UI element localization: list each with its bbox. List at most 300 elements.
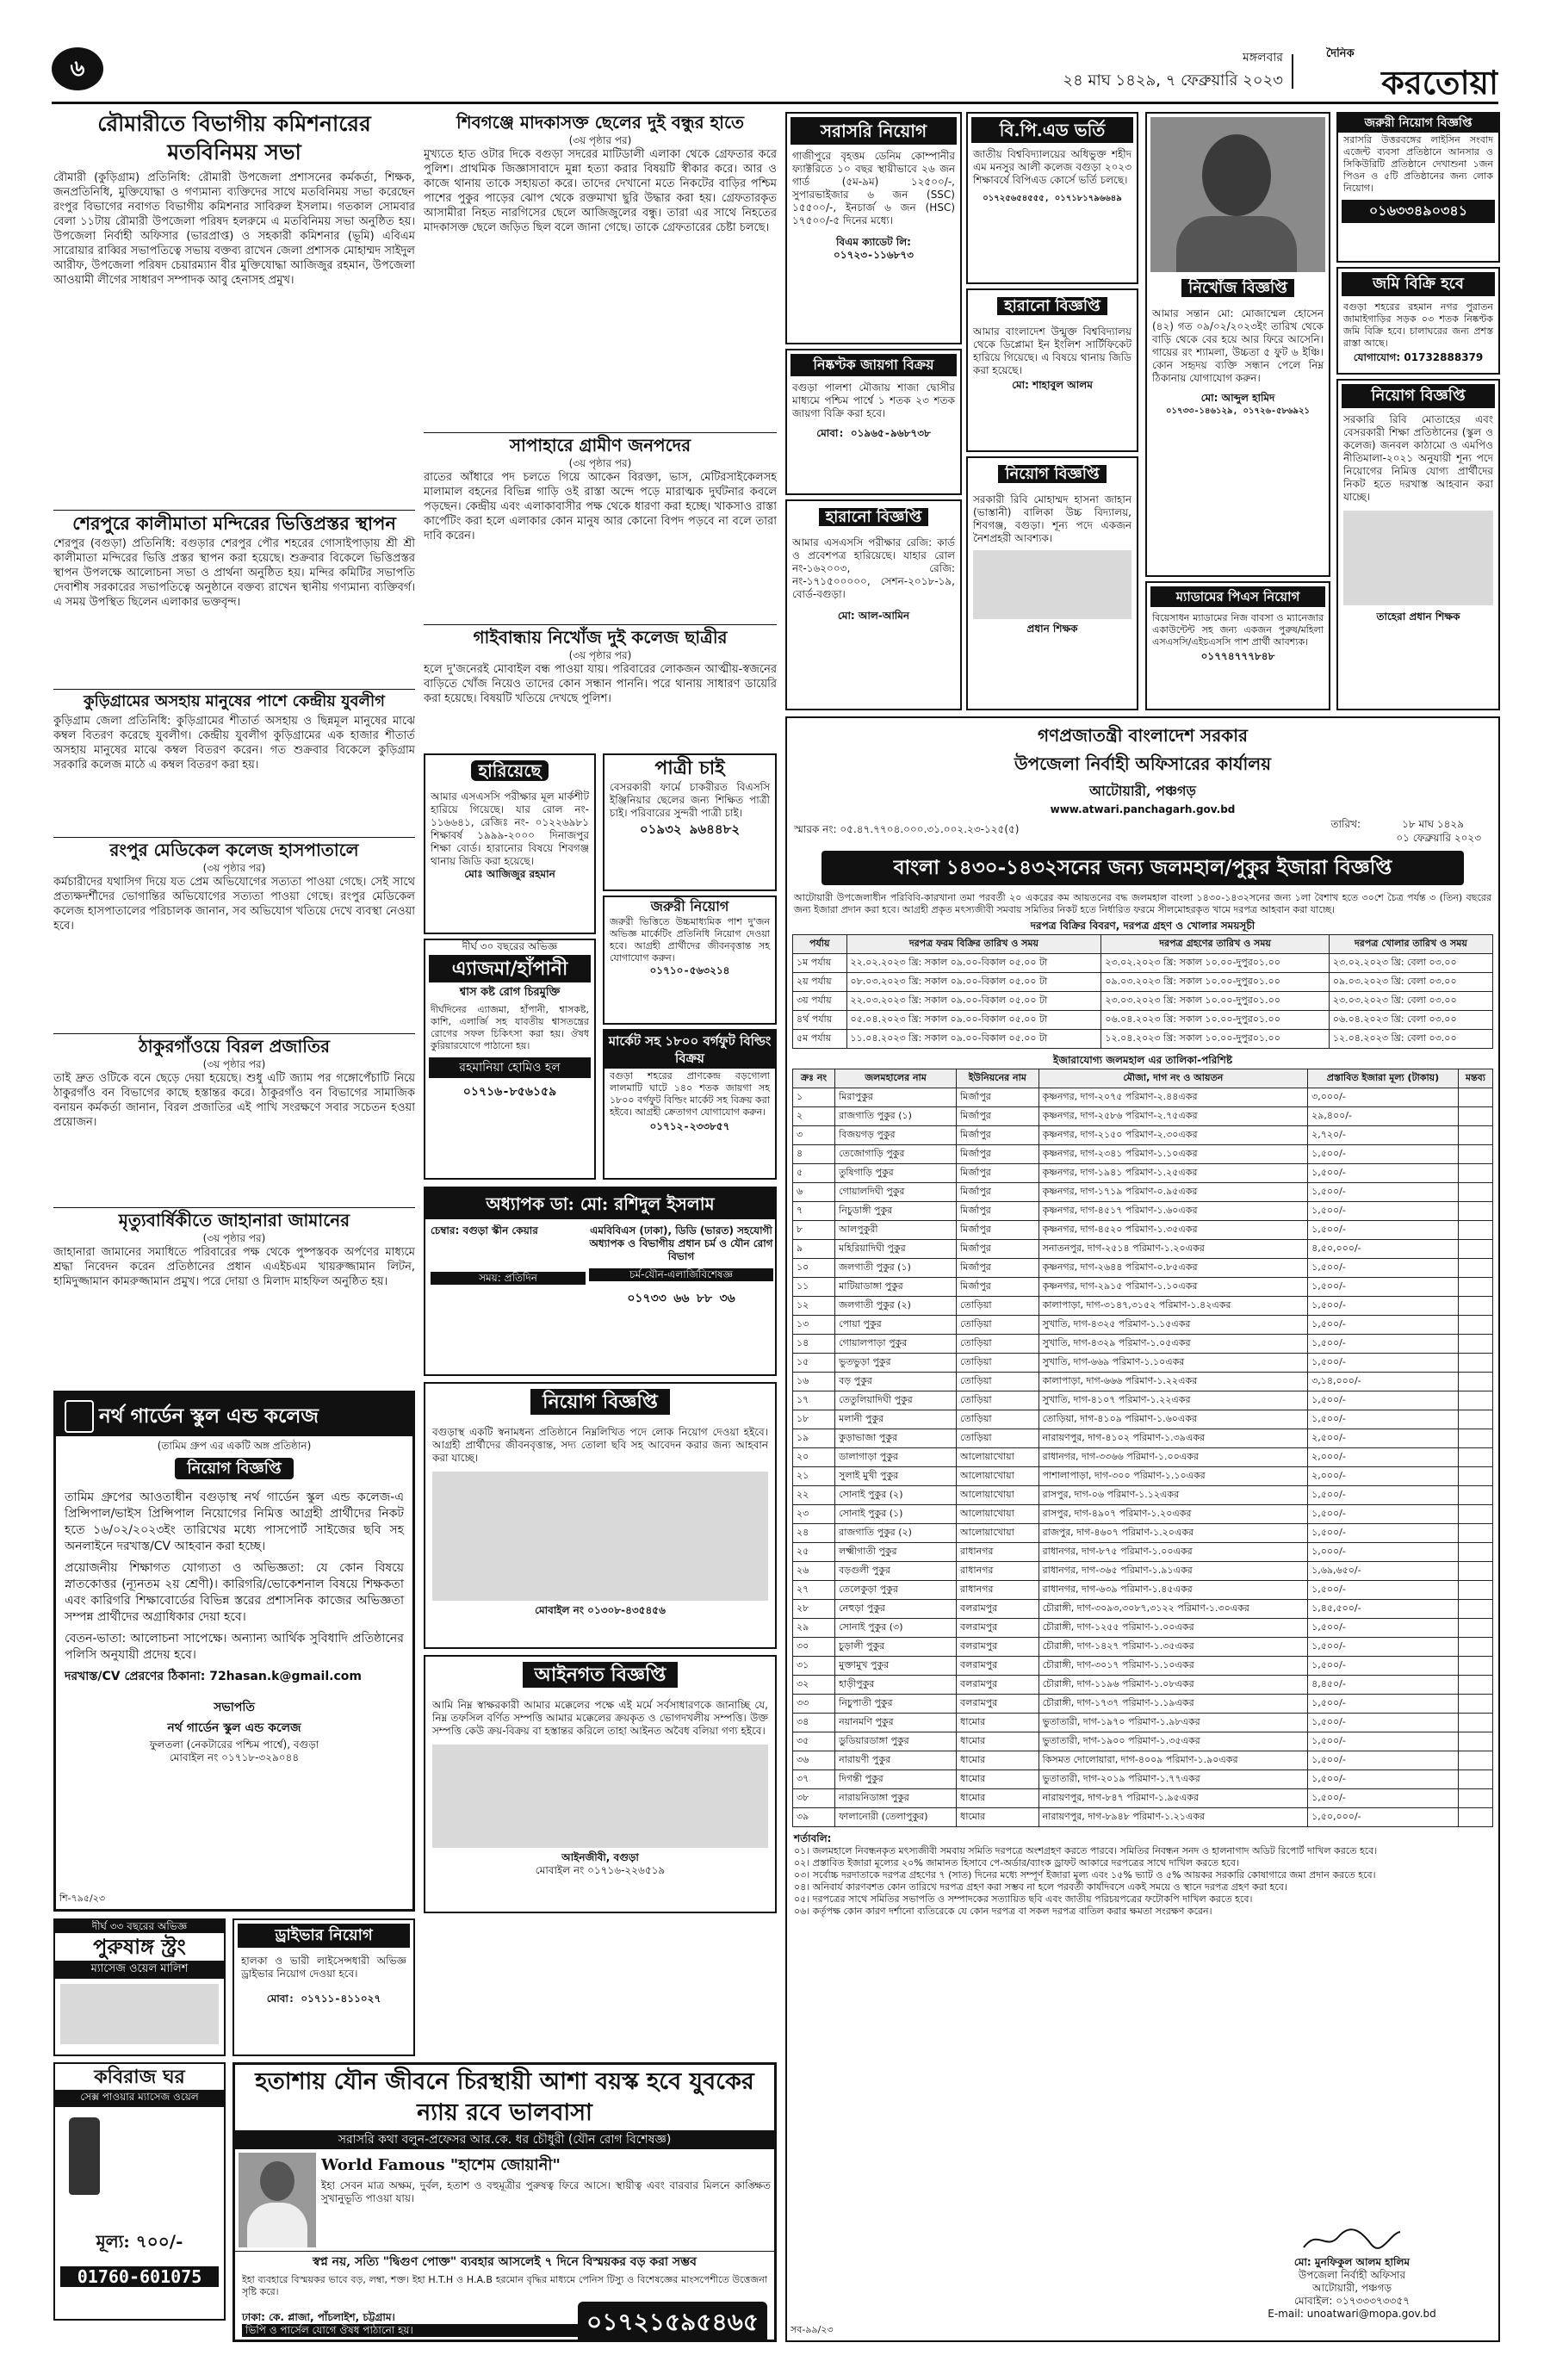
table-cell: বলরামপুর	[957, 1695, 1039, 1714]
table-cell: মির্জাপুর	[957, 1240, 1039, 1259]
ad-title: আইনগত বিজ্ঞপ্তি	[523, 1662, 679, 1688]
article-jahanara	[53, 1207, 415, 1379]
ad-strong-tag: দীর্ঘ ৩৩ বছরের অভিজ্ঞ	[55, 1920, 224, 1933]
table-cell: ৪র্থ পর্যায়	[793, 1011, 847, 1030]
ad-mobile: ০১৬৩৩৪৯০৩৪১	[1342, 200, 1495, 223]
banner-mid: স্বপ্ন নয়, সত্যি "দ্বিগুণ পোক্ত" ব্যবহার আসলেই ৭ দিনে বিস্ময়কর বড় করা সম্ভব	[235, 2251, 774, 2272]
table-cell: চৌরাঙ্গী, দাগ-১৭৩৭ পরিমাণ-১.১৯একর	[1038, 1695, 1307, 1714]
schedule-title: দরপত্র বিক্রির বিবরণ, দরপত্র গ্রহণ ও খোলার সময়সূচী	[1030, 920, 1256, 932]
table-cell: ১,৫০০/-	[1308, 1221, 1459, 1240]
article-title: ঠাকুরগাঁওয়ে বিরল প্রজাতির	[139, 1036, 330, 1057]
table-row	[793, 1030, 1493, 1049]
table-cell: ৫ম পর্যায়	[793, 1030, 847, 1049]
ad-asthma	[424, 939, 596, 1180]
conditions-list	[794, 1845, 1491, 1918]
article-title: রৌমারীতে বিভাগীয় কমিশনারের	[97, 111, 371, 136]
table-cell	[1458, 1543, 1492, 1562]
table-cell: পাশালাপাড়া, দাগ-৩০০ পরিমাণ-১.১০একর	[1038, 1467, 1307, 1486]
table-cell: ১৫	[793, 1354, 835, 1373]
ad-body: বগুড়া শহরের রহমান নগর পুরাতন জামাইগাড়ির সড়ক ০৩ শতক নিষ্কণ্টক জমি বিক্রি হবে। চালাঘরের জন্য প্রশস্ত রাস্তা আছে।	[1343, 301, 1493, 349]
table-header-cell: পর্যায়	[793, 935, 847, 954]
table-cell: তেতুলিয়াদিঘী পুকুর	[835, 1391, 957, 1410]
table-cell: ২য় পর্যায়	[793, 973, 847, 992]
table-cell: মাটিয়াডাঙ্গা পুকুর	[835, 1278, 957, 1297]
table-cell	[1458, 1505, 1492, 1524]
ad-mobile: ০১৭২৫৬৫৪৫৫৫, ০১৭১৮১৭৯৬৬৪৯	[983, 194, 1122, 203]
table-row	[793, 1354, 1493, 1373]
table-cell: বলরামপুর	[957, 1676, 1039, 1695]
table-cell	[1458, 1770, 1492, 1789]
ad-bottom-banner	[232, 2062, 777, 2342]
schedule-table	[792, 934, 1493, 1049]
table-cell: ১৯	[793, 1429, 835, 1448]
table-cell: ধামোর	[957, 1714, 1039, 1732]
table-cell: ২৩.০২.২০২৩ খ্রি: বেলা ০৩.০০	[1329, 954, 1492, 973]
table-row	[793, 1808, 1493, 1827]
article-body: জাহানারা জামানের সমাধিতে পরিবারের পক্ষ থেকে পুষ্পস্তবক অর্পণের মাধ্যমে শ্রদ্ধা নিবেদন করেন প্রতিষ্ঠানের প্রধান এএইচএম খায়রুজ্জামান লিটন, হামিদুজ্জামান কামরুজ্জামান প্রমুখ। পরে দোয়া ও মিলাদ মাহফিল অনুষ্ঠিত হয়।	[53, 1246, 415, 1288]
article-title: সাপাহারে গ্রামীণ জনপদের	[509, 435, 691, 456]
table-cell: ১৪	[793, 1335, 835, 1354]
ad-kobiraj-sub: সেক্স পাওয়ার ম্যাসেজ ওয়েল	[55, 2090, 224, 2107]
table-cell: ১,৫০০/-	[1308, 1335, 1459, 1354]
sign-email[interactable]: E-mail: unoatwari@mopa.gov.bd	[1268, 2308, 1436, 2320]
table-cell	[1458, 1524, 1492, 1543]
table-cell	[1458, 1145, 1492, 1164]
table-cell: বলরামপুর	[957, 1638, 1039, 1657]
school-email[interactable]: দরখাস্ত/CV প্রেরণের ঠিকানা: 72hasan.k@gmail.com	[65, 1670, 362, 1683]
tender-ref: সব-৯৯/২৩	[790, 2324, 834, 2335]
table-header-cell: দরপত্র ফরম বিক্রির তারিখ ও সময়	[846, 935, 1101, 954]
table-cell: রাধানগর, দাগ-৩৩৬৬ পরিমাণ-১.০০একর	[1038, 1448, 1307, 1467]
table-cell	[1458, 1164, 1492, 1183]
table-cell: মির্জাপুর	[957, 1088, 1039, 1107]
table-cell	[1458, 1410, 1492, 1429]
table-cell: চৌরাঙ্গী, দাগ-১১৯৬ পরিমাণ-১.০৮একর	[1038, 1676, 1307, 1695]
condition-item: ০৪। অনিবার্য কারণবশত কোন তারিখে দরপত্র গ্রহণ করা সম্ভব না হলে পরবর্তী কার্যদিবসে একই সময়ে ও স্থানে দরপত্র গ্রহণ করা হবে।	[794, 1881, 1287, 1893]
table-cell: ১,৫০০/-	[1308, 1751, 1459, 1770]
article-title: শেরপুরে কালীমাতা মন্দিরের ভিত্তিপ্রস্তর স্থাপন	[72, 512, 396, 534]
ad-body: আমি নিম্ন স্বাক্ষরকারী আমার মক্কেলের পক্ষে এই মর্মে সর্বসাধারণকে জানাচ্ছি যে, নিম্ন তফসিল বর্ণিত সম্পত্তি আমার মক্কেলের ক্রয়কৃত ও ভোগদখলীয় সম্পত্তি। উক্ত সম্পত্তি কেউ ক্রয়-বিক্রয় বা হস্তান্তর করিলে তাহা আইনত অবৈধ বলিয়া গণ্য হইবে।	[432, 1699, 768, 1737]
article-title: মৃত্যুবার্ষিকীতে জাহানারা জামানের	[118, 1210, 350, 1230]
table-cell: ১০	[793, 1259, 835, 1278]
table-cell: তুষিগাড়ি পুকুর	[835, 1164, 957, 1183]
ad-title: ড্রাইভার নিয়োগ	[238, 1924, 410, 1948]
school-subtitle: (তামিম গ্রুপ এর একটি অঙ্গ প্রতিষ্ঠান)	[157, 1440, 312, 1452]
article-continued: (৩য় পৃষ্ঠার পর)	[202, 862, 266, 874]
ad-sign: মো: শাহাবুল আলম	[1012, 379, 1093, 391]
table-cell: ২৬	[793, 1562, 835, 1581]
table-cell: ২১	[793, 1467, 835, 1486]
condition-item: ০৫। দরপত্রের সাথে সমিতির সভাপতি ও সম্পাদকের সত্যায়িত ছবি এবং জাতীয় পরিচয়পত্রের ফটোকপি দাখিল করতে হবে।	[794, 1893, 1253, 1905]
ad-body: জাতীয় বিশ্ববিদ্যালয়ের অধিভুক্ত শহীদ এম মনসুর আলী কলেজ বগুড়া ২০২৩ শিক্ষাবর্ষে বিপিএড কোর্সে ভর্তি চলছে।	[973, 148, 1132, 186]
article-title: মতবিনিময় সভা	[167, 139, 301, 164]
ad-title: ম্যাডামের পিএস নিয়োগ	[1150, 586, 1325, 607]
table-cell: ১,৫০০/-	[1308, 1259, 1459, 1278]
table-cell	[1458, 1657, 1492, 1676]
table-row	[793, 1240, 1493, 1259]
oil-bottle-icon	[69, 2117, 100, 2195]
table-cell: ভুতভুড়া পুকুর	[835, 1354, 957, 1373]
table-row	[793, 1486, 1493, 1505]
table-cell	[1458, 1581, 1492, 1600]
table-row	[793, 1467, 1493, 1486]
ad-mobile: ০১৭৩৩-১৪৬১২৯, ০১৭২৬-৫৮৬৯২১	[1166, 406, 1310, 416]
table-cell: ৩৭	[793, 1770, 835, 1789]
condition-item: ০৬। কর্তৃপক্ষ কোন কারণ দর্শানো ব্যতিরেকে যে কোন দরপত্র বা সকল দরপত্র বাতিল করার ক্ষমতা সংরক্ষণ করেন।	[794, 1906, 1212, 1917]
table-row	[793, 1714, 1493, 1732]
article-title: গাইবান্ধায় নিখোঁজ দুই কলেজ ছাত্রীর	[473, 627, 728, 648]
table-cell: চৌরাঙ্গী, দাগ-১৪২৭ পরিমাণ-১.৩৫একর	[1038, 1638, 1307, 1657]
table-cell: ভুতাতারী, দাগ-২০১৯ পরিমাণ-১.৭৭একর	[1038, 1770, 1307, 1789]
table-cell: রাজগাতি পুকুর (২)	[835, 1524, 957, 1543]
table-cell: নারায়ণপুর, দাগ-৮৪৭ পরিমাণ-১.৯৫একর	[1038, 1789, 1307, 1808]
ad-strong-title: পুরুষাঙ্গ স্ট্রং	[93, 1934, 186, 1959]
table-cell: ১১	[793, 1278, 835, 1297]
table-cell: বড় পুকুর	[835, 1373, 957, 1391]
table-cell	[1458, 1107, 1492, 1126]
table-cell: ডুডিয়ারডাঙ্গা পুকুর	[835, 1732, 957, 1751]
table-cell	[1458, 1808, 1492, 1827]
ad-land-sale	[785, 349, 962, 495]
ad-title: নিয়োগ বিজ্ঞপ্তি	[1342, 384, 1495, 408]
table-cell: ১,৫০০/-	[1308, 1164, 1459, 1183]
table-row	[793, 1429, 1493, 1448]
ad-title: সরাসরি নিয়োগ	[790, 117, 957, 145]
article-sherpur	[53, 510, 415, 686]
ad-body: গাজীপুরে বৃহত্তম ডেনিম কোম্পানীর ফ্যাক্টরিতে ১০ বছর স্থায়ীভাবে ২৬ জন গার্ড (৫ম-৯ম) ১২৫০০/-, সুপারভাইজার ৬ জন (SSC) ১৫৫০০/-, ইনচার্জ ৬ জন (HSC) ১৭৫০০/-৫ দিনের মধ্যে।	[792, 150, 955, 226]
table-cell	[1458, 1297, 1492, 1316]
table-cell	[1458, 1448, 1492, 1467]
tender-date-1: ১৮ মাঘ ১৪২৯	[1402, 818, 1464, 830]
table-cell	[1458, 1259, 1492, 1278]
ad-body: বগুড়া পালশা মৌজায় শাজা দ্বোসীর মাধ্যমে পশ্চিম পার্শ্বে ১ শতক ২৩ শতক জায়গা বিক্রি করা হবে।	[792, 381, 955, 419]
table-cell: ৪	[793, 1145, 835, 1164]
table-cell: ১২	[793, 1297, 835, 1316]
ad-legal-notice	[424, 1655, 777, 1913]
table-cell: বড়গুলী পুকুর	[835, 1562, 957, 1581]
ad-title: নিখোঁজ বিজ্ঞপ্তি	[1181, 279, 1294, 297]
article-roumari	[53, 110, 415, 515]
banner-strip: সরাসরি কথা বলুন-প্রফেসর আর.কে. ধর চৌধুরী (যৌন রোগ বিশেষজ্ঞ)	[235, 2130, 774, 2149]
banner-world: World Famous "হাশেম জোয়ানী"	[321, 2156, 561, 2174]
article-body: রৌমারী (কুড়িগ্রাম) প্রতিনিধি: রৌমারী উপজেলা প্রশাসনের কর্মকর্তা, শিক্ষক, জনপ্রতিনিধি, মুক্তিযোদ্ধা ও গণ্যমান্য ব্যক্তিদের সাথে মতবিনিময় সভা করেছেন রংপুর বিভাগের নবাগত বিভাগীয় কমিশনার সাবিরুল ইসলাম। গতকাল সোমবার বেলা ১১টায় রৌমারী উপজেলা পরিষদ হলরুমে এ মতবিনিময় সভা অনুষ্ঠিত হয়। উপজেলা নির্বাহী অফিসার (ভারপ্রাপ্ত) ও সহকারী কমিশনার (ভূমি) এবিএম সারোয়ার রাব্বির সভাপতিত্বে সভায় বক্তব্য রাখেন জেলা প্রশাসক মোহাম্মদ সাইদুল আরীফ, উপজেলা পরিষদ চেয়ারম্যান বীর মুক্তিযোদ্ধা আজিজুর রহমান, উপজেলা আওয়ামী লীগের সাধারণ সম্পাদক আবু হেনাসহ প্রমুখ।	[53, 171, 415, 287]
ad-title: পাত্রী চাই	[654, 757, 725, 779]
tender-website[interactable]: www.atwari.panchagarh.gov.bd	[1050, 803, 1236, 815]
table-cell: ১৭	[793, 1391, 835, 1410]
table-cell: মহিরিয়াদিঘী পুকুর	[835, 1240, 957, 1259]
sign-title: উপজেলা নির্বাহী অফিসার	[1298, 2269, 1406, 2281]
conditions-title: শর্তাবলি:	[794, 1832, 832, 1844]
table-cell: ৩৫	[793, 1732, 835, 1751]
list-title: ইজারাযোগ্য জলমহাল এর তালিকা-পরিশিষ্ট	[1052, 1054, 1233, 1066]
table-cell: রাধানগর	[957, 1543, 1039, 1562]
table-row	[793, 1011, 1493, 1030]
table-cell: নারায়ণপুর, দাগ-৮৯৪৮ পরিমাণ-১.২১একর	[1038, 1808, 1307, 1827]
table-cell: ৬	[793, 1183, 835, 1202]
table-row	[793, 1695, 1493, 1714]
masthead-divider	[1292, 54, 1293, 89]
table-cell	[1458, 1240, 1492, 1259]
table-cell: ২২.০২.২০২৩ খ্রি: সকাল ০৯.০০-বিকাল ০৫.০০ টা	[846, 954, 1101, 973]
table-cell: কৃষ্ণনগর, দাগ-২৯১৫ পরিমাণ-১.১০একর	[1038, 1278, 1307, 1297]
table-cell: সোনাই পুকুর (২)	[835, 1486, 957, 1505]
ad-title: জমি বিক্রি হবে	[1342, 272, 1495, 296]
table-row	[793, 1297, 1493, 1316]
banner-address: ঢাকা: কে. প্লাজা, পাঁচলাইশ, চট্টগ্রাম।	[242, 2310, 395, 2323]
table-row	[793, 1619, 1493, 1638]
article-body: শেরপুর (বগুড়া) প্রতিনিধি: বগুড়ার শেরপুর পৌর শহরের গোসাইপাড়ায় শ্রী শ্রী কালীমাতা মন্দিরের ভিত্তি প্রস্তর স্থাপন করা হয়েছে। শুক্রবার বিকেলে ভিত্তিপ্রস্তর স্থাপন উপলক্ষে আলোচনা সভা ও প্রার্থনা অনুষ্ঠিত হয়। মন্দির কমিটির সভাপতি দেবাশীষ সরকারের সভাপতিত্বে অনুষ্ঠানে বক্তব্য রাখেন স্থানীয় গণ্যমান্য ব্যক্তিবর্গ। এ সময় উপস্থিত ছিলেন এলাকার ভক্তবৃন্দ।	[53, 537, 415, 609]
tender-office: উপজেলা নির্বাহী অফিসারের কার্যালয়	[1014, 753, 1271, 774]
table-cell: তোড়িয়া	[957, 1373, 1039, 1391]
table-cell: ১	[793, 1088, 835, 1107]
table-row	[793, 1770, 1493, 1789]
table-cell: ৩১	[793, 1657, 835, 1676]
table-header-cell: মৌজা, দাগ নং ও আয়তন	[1038, 1069, 1307, 1088]
ad-title: বি.পি.এড ভর্তি	[971, 117, 1133, 143]
table-row	[793, 1448, 1493, 1467]
ad-title: এ্যাজমা/হাঁপানী	[429, 955, 591, 982]
table-cell: কৃষ্ণনগর, দাগ-১৯৪১ পরিমাণ-১.২৫একর	[1038, 1164, 1307, 1183]
table-cell: ১,৫০০/-	[1308, 1354, 1459, 1373]
ad-body: আমার সন্তান মো: মোজাম্মেল হোসেন (৪২) গত ০৯/০২/২০২৩ইং তারিখ থেকে বাড়ি থেকে বের হয়ে আর ফিরে আসেনি। গায়ের রং শ্যামলা, উচ্চতা ৫ ফুট ৬ ইঞ্চি। কোন সহৃদয় ব্যক্তি সন্ধান পেলে নিম্ন ঠিকানায় যোগাযোগ করুন।	[1152, 307, 1324, 384]
table-cell: মির্জাপুর	[957, 1164, 1039, 1183]
doctor-name: অধ্যাপক ডা: মো: রশিদুল ইসলাম	[425, 1188, 775, 1219]
table-row	[793, 1751, 1493, 1770]
ad-land-sale-2	[1336, 267, 1500, 375]
ad-title: নিয়োগ বিজ্ঞপ্তি	[530, 1389, 670, 1415]
article-sapahar	[424, 432, 777, 622]
masthead	[52, 47, 1498, 99]
table-cell: পোয়া পুকুর	[835, 1316, 957, 1335]
sign-place: আটোয়ারী, পঞ্চগড়	[1311, 2282, 1392, 2294]
doctor-time: সময়: প্রতিদিন	[431, 1272, 586, 1285]
ad-urgent-notice	[1336, 112, 1500, 263]
table-cell: সনাতনপুর, দাগ-২৫১৪ পরিমাণ-১.২০একর	[1038, 1240, 1307, 1259]
ad-title: মার্কেট সহ ১৮০০ বর্গফুট বিল্ডিং বিক্রয়	[604, 1031, 775, 1069]
ad-body: বগুড়া শহরের প্রাণকেন্দ্র বড়গোলা লালমাটি ঘাটে ১৪০ শতক জায়গা সহ ১৮০০ বর্গফুট বিল্ডিং মার্কেট সহ বিক্রয় করা হইবে। আগ্রহী ক্রেতাগণ যোগাযোগ করুন।	[610, 1070, 770, 1118]
page-number: ৬	[52, 47, 103, 90]
table-cell: কৃষ্ণনগর, দাগ-৪৫১৭ পরিমাণ-১.৬০একর	[1038, 1202, 1307, 1221]
table-cell: ৩,০০০/-	[1308, 1088, 1459, 1107]
table-row	[793, 1410, 1493, 1429]
ad-mobile: মোবাইল নং ০১৩০৮-৪৩৫৪৫৬	[535, 1604, 666, 1616]
table-row	[793, 1221, 1493, 1240]
school-title: নর্থ গার্ডেন স্কুল এন্ড কলেজ	[99, 1404, 319, 1428]
ad-kobiraj-mobile: 01760-601075	[60, 2266, 219, 2287]
article-title: শিবগঞ্জে মাদকাসক্ত ছেলের দুই বন্ধুর হাতে	[456, 112, 744, 133]
table-cell: তেলেকুড়া পুকুর	[835, 1581, 957, 1600]
table-cell: ১,৫০০/-	[1308, 1638, 1459, 1657]
table-cell	[1458, 1695, 1492, 1714]
table-cell: ৭	[793, 1202, 835, 1221]
article-title: কুড়িগ্রামের অসহায় মানুষের পাশে কেন্দ্রীয় যুবলীগ	[84, 692, 385, 710]
table-cell: তোড়িয়া	[957, 1316, 1039, 1335]
table-cell: নারায়ণী পুকুর	[835, 1751, 957, 1770]
table-cell: ০৮.০৩.২০২৩ খ্রি: সকাল ০৯.০০-বিকাল ০৫.০০ টা	[846, 973, 1101, 992]
ad-body: আমার এসএসসি পরীক্ষার রেজি: কার্ড ও প্রবেশপত্র হারিয়েছে। যাহার রোল নং-১৬২০০৩, রেজি: নং-১৭১৫০০০০০, সেশন-২০১৮-১৯, বোর্ড-বগুড়া।	[792, 536, 955, 600]
table-cell: ১,৫০০/-	[1308, 1695, 1459, 1714]
table-cell: মিরাপুকুর	[835, 1088, 957, 1107]
masthead-day: মঙ্গলবার	[1242, 51, 1283, 65]
ad-sign: আইনজীবী, বগুড়া	[561, 1851, 639, 1863]
table-header-cell: ইউনিয়নের নাম	[957, 1069, 1039, 1088]
school-header	[56, 1393, 412, 1436]
article-title: রংপুর মেডিকেল কলেজ হাসপাতালে	[109, 840, 359, 860]
table-cell: ৩০	[793, 1638, 835, 1657]
school-sign: সভাপতি	[214, 1701, 255, 1714]
ad-mobile: মোবা: ০১৭১১-৪১১০২৭	[266, 1993, 381, 2005]
table-cell: ১,৫০০/-	[1308, 1789, 1459, 1808]
table-cell: ১,৫০০/-	[1308, 1505, 1459, 1524]
article-body: হলে দু'জনেরই মোবাইল বন্ধ পাওয়া যায়। পরিবারের লোকজন আত্মীয়-স্বজনের বাড়িতে খোঁজ নিয়েও তাদের কোন সন্ধান পাননি। পরে থানায় সাধারণ ডায়েরি করা হয়েছে। বিষয়টি খতিয়ে দেখছে পুলিশ।	[424, 663, 777, 705]
table-cell: ২,০০০/-	[1308, 1467, 1459, 1486]
school-logo-icon	[65, 1400, 94, 1433]
table-cell: মির্জাপুর	[957, 1202, 1039, 1221]
table-cell: সুখাতি, দাগ-৪১০৭ পরিমাণ-১.২২একর	[1038, 1391, 1307, 1410]
table-row	[793, 1524, 1493, 1543]
article-body: কুড়িগ্রাম জেলা প্রতিনিধি: কুড়িগ্রামের শীতার্ত অসহায় ও ছিন্নমূল মানুষের মাঝে কম্বল বিতরণ করেছে যুবলীগ। কেন্দ্রীয় যুবলীগ কুড়িগ্রামের এক হাজার শীতার্ত অসহায় মানুষের মাঝে কম্বল বিতরণ করেন। গত শুক্রবার বিকেলে কুড়িগ্রাম সরকারি কলেজ মাঠে এ কম্বল বিতরণ করা হয়।	[53, 715, 415, 772]
ad-title: হারানো বিজ্ঞপ্তি	[997, 297, 1107, 315]
table-cell	[1458, 1335, 1492, 1354]
table-row	[793, 1505, 1493, 1524]
table-header-cell: প্রস্তাবিত ইজারা মূল্য (টাকায়)	[1308, 1069, 1459, 1088]
table-cell: রাজপুর, দাগ-৪৬০৭ পরিমাণ-১.২০একর	[1038, 1524, 1307, 1543]
table-row	[793, 1638, 1493, 1657]
table-header-cell: দরপত্র খোলার তারিখ ও সময়	[1329, 935, 1492, 954]
table-cell: মুক্তামুখ পুকুর	[835, 1657, 957, 1676]
doctor-chamber: চেম্বার: বগুড়া স্কীন কেয়ার	[431, 1224, 538, 1236]
table-cell: আলোয়াখোয়া	[957, 1505, 1039, 1524]
table-row	[793, 1316, 1493, 1335]
table-cell: ১,৫০০/-	[1308, 1202, 1459, 1221]
ad-doctor	[424, 1187, 777, 1376]
table-row	[793, 1657, 1493, 1676]
table-cell	[1458, 1751, 1492, 1770]
table-cell	[1458, 1373, 1492, 1391]
table-cell: ২	[793, 1107, 835, 1126]
table-cell: কৃষ্ণনগর, দাগ-২১৫০ পরিমাণ-২.৩০একর	[1038, 1126, 1307, 1145]
table-cell: নিচুডাঙ্গী পুকুর	[835, 1202, 957, 1221]
table-cell: ধামোর	[957, 1770, 1039, 1789]
table-cell: ৯	[793, 1240, 835, 1259]
table-cell: ৩,১৪,০০০/-	[1308, 1373, 1459, 1391]
tender-signature	[1223, 2225, 1481, 2328]
article-continued: (৩য় পৃষ্ঠার পর)	[568, 649, 632, 661]
ad-lost	[424, 753, 596, 934]
table-cell: রাধানগর, দাগ-৬৩৯ পরিমাণ-১.৪৫একর	[1038, 1581, 1307, 1600]
table-cell	[1458, 1676, 1492, 1695]
table-cell: তোড়িয়া	[957, 1391, 1039, 1410]
masthead-date: ২৪ মাঘ ১৪২৯, ৭ ফেব্রুয়ারি ২০২৩	[1063, 71, 1283, 90]
table-cell: মলানী পুকুর	[835, 1410, 957, 1429]
table-row	[793, 973, 1493, 992]
table-cell: রাসপুর, দাগ-০৬ পরিমাণ-১.১২একর	[1038, 1486, 1307, 1505]
ad-direct-recruit	[785, 112, 962, 344]
table-cell: ২৩.০২.২০২৩ খ্রি: সকাল ১০.০০-দুপুর০১.০০	[1101, 954, 1329, 973]
table-cell	[1458, 1316, 1492, 1335]
article-rangpur	[53, 837, 415, 1031]
table-cell: ২২	[793, 1486, 835, 1505]
tender-memo: স্মারক নং: ০৫.৪৭.৭৭০৪.০০০.৩১.০০২.২৩-১২৫(৫)	[794, 823, 1020, 835]
table-cell: ২,০০০/-	[1308, 1448, 1459, 1467]
table-cell: ২৪	[793, 1524, 835, 1543]
table-cell: ৫	[793, 1164, 835, 1183]
table-cell	[1458, 1600, 1492, 1619]
banner-mid-body: ইহা ব্যবহারে বিস্ময়কর ভাবে বড়, লম্বা, শক্ত। ইহা H.T.H ও H.A.B হরমোন বৃদ্ধির মাধ্যমে পেনিস টিস্যু ও বিশেষজ্ঞের মাংসপেশীতে উত্তেজনা সৃষ্টি করে।	[242, 2274, 767, 2297]
ad-driver	[232, 1918, 415, 2056]
masthead-rule	[52, 102, 1498, 104]
ad-body: সরকারী রিবি মোহাম্মদ হাসনা জাহান (ভাস্তানী) বালিকা উচ্চ বিদ্যালয়, শিবগঞ্জ, বগুড়া। শূন্য পদে একজন নৈশপ্রহরী আবশ্যক।	[973, 493, 1132, 544]
ad-sign: মোঃ আজিজুর রহমান	[464, 868, 555, 880]
condition-item: ০৩। সর্বোচ্চ দরদাতাকে দরপত্র গ্রহণের ৭ (সাত) দিনের মধ্যে সম্পূর্ণ ইজারা মূল্য এবং ১৫% ভ্যাট ও ৫% আয়কর সরকারি কোষাগারে জমা প্রদান করতে হবে।	[794, 1869, 1376, 1881]
table-cell: ভুতাতারী, দাগ-১৯৭০ পরিমাণ-১.৯৮একর	[1038, 1714, 1307, 1732]
ad-mobile: ০১৭১০-৫৬৩২১৪	[649, 964, 730, 976]
ad-mobile: মোবা: ০১৯৬৫-৯৬৮৭৩৮	[816, 427, 931, 439]
ad-title: নিয়োগ বিজ্ঞপ্তি	[998, 465, 1106, 483]
ad-urgent-recruit	[603, 896, 777, 1025]
school-mobile: মোবাইল নং ০১৭১৮-৩২৯০৪৪	[169, 1751, 300, 1763]
table-cell: ডালাগাড়া পুকুর	[835, 1448, 957, 1467]
ad-sign: প্রধান শিক্ষক	[1026, 623, 1078, 635]
table-cell: ২,৭২০/-	[1308, 1126, 1459, 1145]
table-cell: বলরামপুর	[957, 1619, 1039, 1638]
table-cell: ১২.০৪.২০২৩ খ্রি: সকাল ১০.০০-দুপুর০১.০০	[1101, 1030, 1329, 1049]
table-cell: রাধানগর, দাগ-৮৭৫ পরিমাণ-১.০০একর	[1038, 1543, 1307, 1562]
banner-headline: হতাশায় যৌন জীবনে চিরস্থায়ী আশা বয়স্ক হবে যুবকের ন্যায় রবে ভালবাসা	[255, 2068, 754, 2126]
table-cell	[1458, 1619, 1492, 1638]
table-cell: আলোয়াখোয়া	[957, 1467, 1039, 1486]
table-cell: চৌরাঙ্গী, দাগ-৩০৯৩,৩০৮৭,৩১২২ পরিমাণ-১.৩০একর	[1038, 1600, 1307, 1619]
table-cell: সোনাই পুকুর (৩)	[835, 1619, 957, 1638]
table-cell: ১,৫০০/-	[1308, 1486, 1459, 1505]
banner-world-body: ইহা সেবন মাত্র অক্ষম, দুর্বল, হতাশ ও বহুমূত্রীর পুরুষত্ব ফিরে আসে। স্থায়ীত্ব এবং বারবার মিলনে কাঙ্ক্ষিত সুখানুভূতি পাওয়া যায়।	[321, 2179, 771, 2204]
table-cell: আলপুকুরী	[835, 1221, 957, 1240]
table-cell: ০৫.০৪.২০২৩ খ্রি: সকাল ০৯.০০-বিকাল ০৫.০০ টা	[846, 1011, 1101, 1030]
table-row	[793, 954, 1493, 973]
paper-name: করতোয়া	[1381, 63, 1498, 97]
ad-mobile: ০১৭৭৪৭৭৭৮৪৮	[1200, 650, 1275, 662]
tender-intro: আটোয়ারী উপজেলাধীন পরিবিবি-কারখানা তমা পরবর্তী ২০ একরের কম আয়তনের বদ্ধ জলমহাল বাংলা ১৪৩০-১৪৩২সনের জন্য ১লা বৈশাখ হতে ৩০শে চৈত্র পর্যন্ত ৩ (তিন) বছরের জন্য ইজারা প্রদান করা হবে। আগ্রহী প্রকৃত মৎস্যজীবী সমবায় সমিতির নিকট হতে নির্ধারিত ফরমে সীলমোহরকৃত খামে দরপত্র আহবান করা যাচ্ছে।	[794, 892, 1491, 915]
table-cell: ভুতাতারী, দাগ-১৯০০ পরিমাণ-১.৩৫একর	[1038, 1732, 1307, 1751]
ad-mobile: ০১৭১২-২৩৩৮৫৭	[649, 1120, 730, 1132]
table-cell: ৩য় পর্যায়	[793, 992, 847, 1011]
table-cell: মির্জাপুর	[957, 1126, 1039, 1145]
table-cell: আলোয়াখোয়া	[957, 1524, 1039, 1543]
table-cell: ধামোর	[957, 1751, 1039, 1770]
school-pay: বেতন-ভাতা: আলোচনা সাপেক্ষে। অন্যান্য আর্থিক সুবিধাদি প্রতিষ্ঠানের পলিসি অনুযায়ী প্রদেয় হবে।	[65, 1632, 404, 1662]
table-cell: ২৫	[793, 1543, 835, 1562]
table-cell: মির্জাপুর	[957, 1183, 1039, 1202]
ad-sign: মো: আল-আমিন	[837, 610, 910, 622]
table-row	[793, 1164, 1493, 1183]
table-header-cell: দরপত্র গ্রহণের তারিখ ও সময়	[1101, 935, 1329, 954]
ad-body: সরকারি রিবি মোতাহের এবং বেসরকারী শিক্ষা প্রতিষ্ঠানের (স্কুল ও কলেজ) জনবল কাঠামো ও এমপিও নীতিমালা-২০২১ অনুযায়ী শূন্য পদে নিয়োগের নিমিত্ত যোগ্য প্রার্থীদের নিকট হতে দরখাস্ত আহবান করা যাচ্ছে।	[1343, 413, 1493, 503]
table-cell	[1458, 1088, 1492, 1107]
ad-body: বিয়েসাধন ম্যাডামের নিজ বাবসা ও ম্যানেজার একাউন্টেন্ট সহ জন্য একজন পুরুষ/মহিলা এসএসসি/এইচএসসি পাশ প্রার্থী আবশ্যক।	[1152, 612, 1324, 648]
table-cell: চুড়ালী পুকুর	[835, 1638, 957, 1657]
table-cell: ৮	[793, 1221, 835, 1240]
table-cell	[1458, 1732, 1492, 1751]
table-cell: তোড়িয়া	[957, 1410, 1039, 1429]
table-cell: ২৮	[793, 1600, 835, 1619]
table-cell: ০৬.০৪.২০২৩ খ্রি: বেলা ০৩.০০	[1329, 1011, 1492, 1030]
ad-recruitment	[424, 1382, 777, 1649]
table-header-cell: মন্তব্য	[1458, 1069, 1492, 1088]
table-cell: বলরামপুর	[957, 1600, 1039, 1619]
ad-shop: রহমানিয়া হোমিও হল	[429, 1057, 591, 1078]
table-cell: রাসপুর, দাগ-৪৯০৭ পরিমাণ-১.২০একর	[1038, 1505, 1307, 1524]
table-cell: ১ম পর্যায়	[793, 954, 847, 973]
